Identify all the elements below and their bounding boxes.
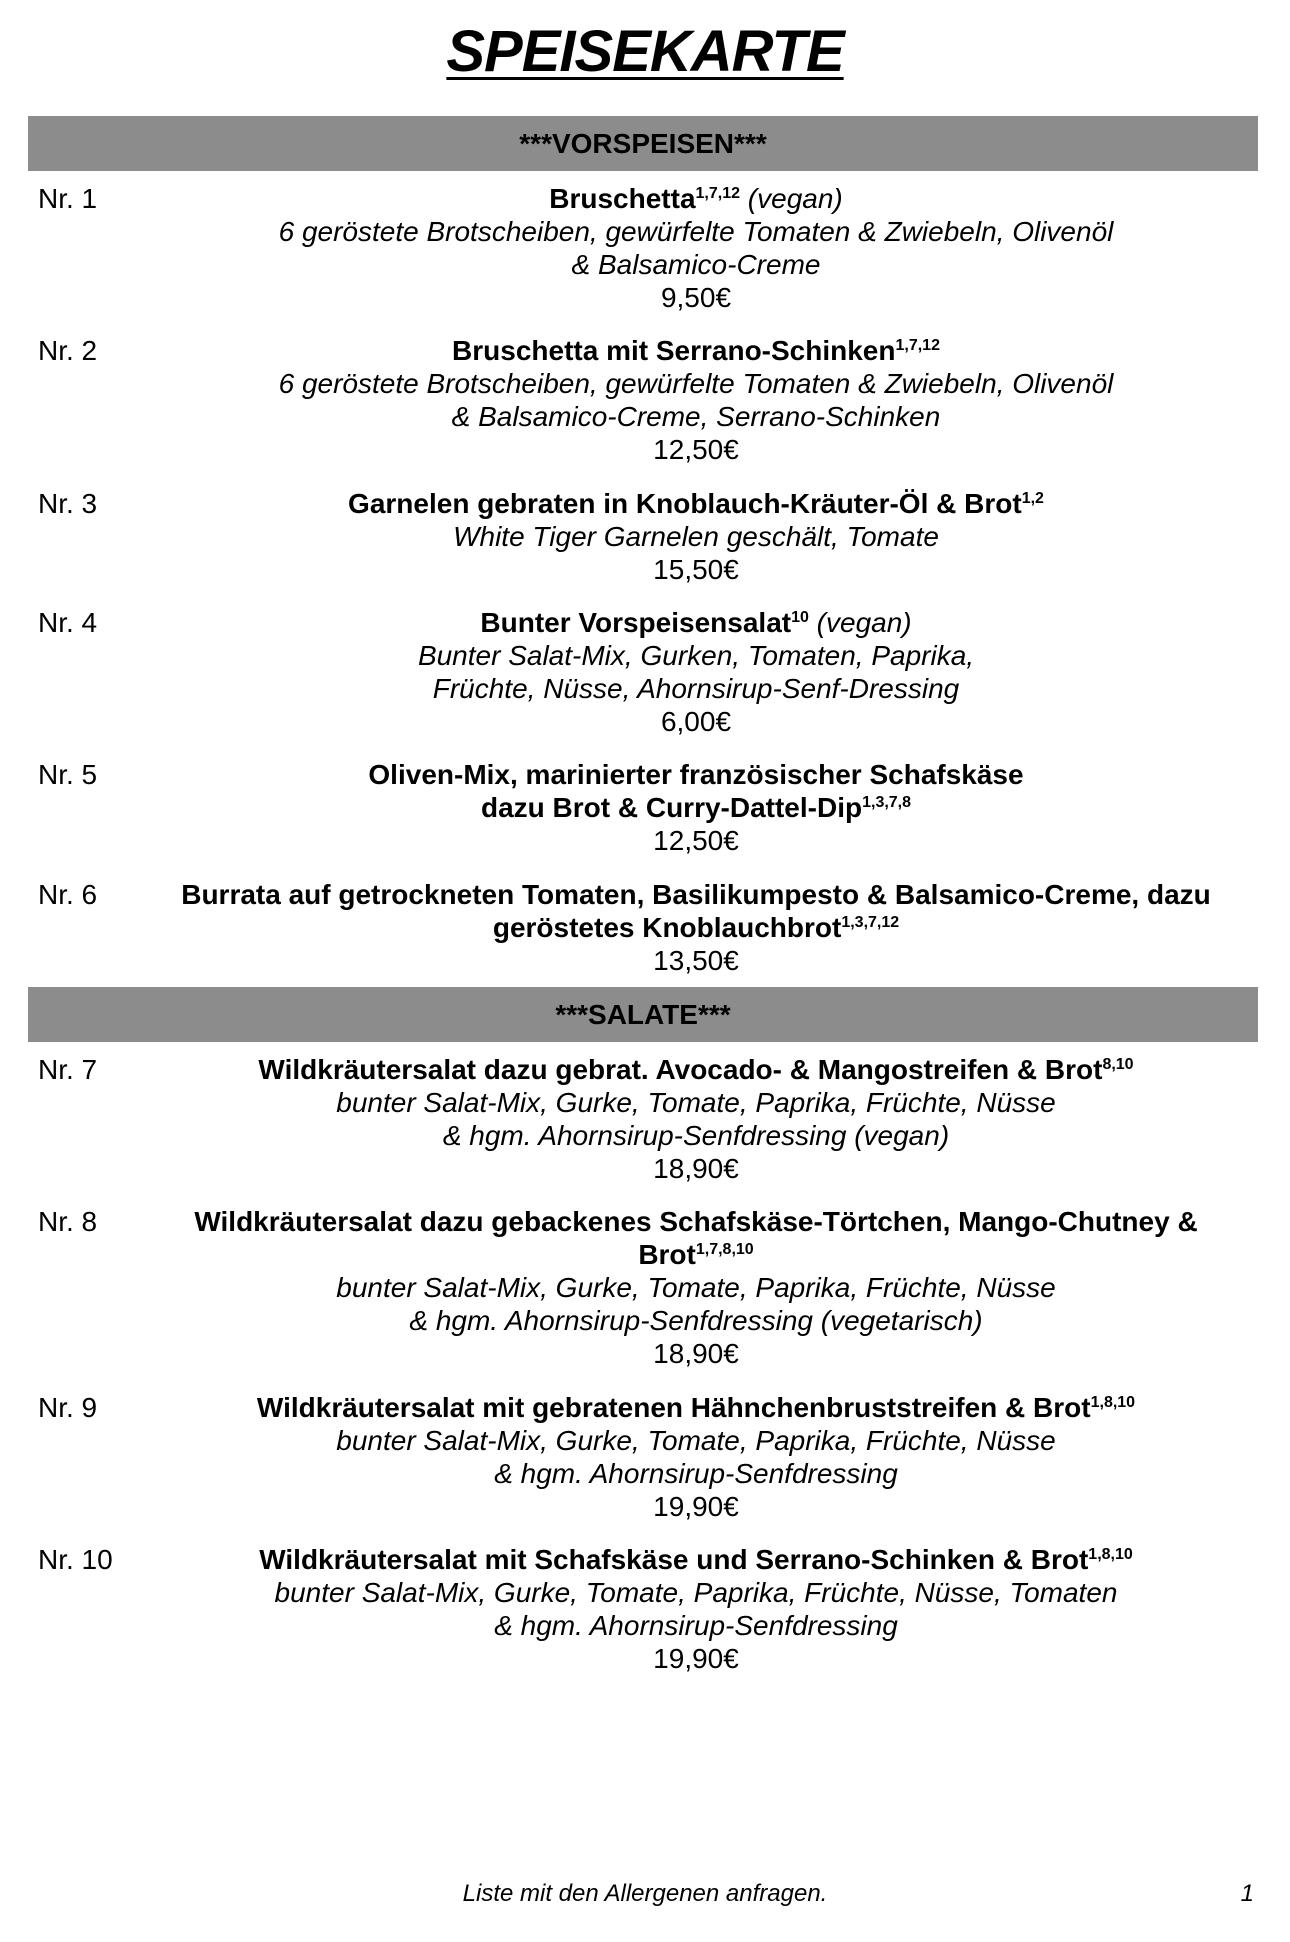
item-name: Wildkräutersalat dazu gebackenes Schafskäse-Törtchen, Mango-Chutney & xyxy=(194,1206,1198,1237)
item-price: 13,50€ xyxy=(653,945,739,976)
menu-item xyxy=(0,487,1290,586)
item-number: Nr. 7 xyxy=(38,1054,98,1085)
item-number: Nr. 10 xyxy=(38,1544,113,1575)
page-title: SPEISEKARTE xyxy=(446,19,844,84)
item-description: bunter Salat-Mix, Gurke, Tomate, Paprika, Früchte, Nüsse xyxy=(336,1087,1056,1118)
item-price: 15,50€ xyxy=(653,554,739,585)
diet-tag: (vegan) xyxy=(816,607,912,638)
allergen-codes: 1,8,10 xyxy=(1090,1394,1136,1411)
item-description: 6 geröstete Brotscheiben, gewürfelte Tomaten & Zwiebeln, Olivenöl xyxy=(278,216,1114,247)
item-number: Nr. 3 xyxy=(38,488,98,519)
section-header-vorspeisen: ***VORSPEISEN*** xyxy=(28,116,1258,171)
item-description: & hgm. Ahornsirup-Senfdressing xyxy=(494,1610,898,1641)
item-price: 6,00€ xyxy=(660,706,732,737)
allergen-codes: 8,10 xyxy=(1102,1056,1134,1073)
menu-item xyxy=(0,1205,1290,1370)
item-name: Bunter Vorspeisensalat$^{10}$ (vegan) xyxy=(480,607,912,638)
item-number: Nr. 6 xyxy=(38,879,98,910)
item-name: Bruschetta$^{1,7,12}$ (vegan) xyxy=(549,183,843,214)
item-price: 19,90€ xyxy=(653,1643,739,1674)
item-description: bunter Salat-Mix, Gurke, Tomate, Paprika, Früchte, Nüsse xyxy=(336,1425,1056,1456)
section-header-salate: ***SALATE*** xyxy=(28,987,1258,1042)
item-name: Wildkräutersalat mit gebratenen Hähnchenbruststreifen & Brot$^{1,8,10}$ xyxy=(256,1392,1136,1423)
item-description: & hgm. Ahornsirup-Senfdressing (vegetarisch) xyxy=(409,1305,983,1336)
item-price: 19,90€ xyxy=(653,1491,739,1522)
menu-item xyxy=(0,1053,1290,1185)
item-price: 12,50€ xyxy=(653,825,739,856)
item-name: Bruschetta mit Serrano-Schinken$^{1,7,12}$ xyxy=(452,335,940,366)
item-number: Nr. 8 xyxy=(38,1206,98,1237)
item-description: & Balsamico-Creme xyxy=(571,249,821,280)
allergen-codes: 1,7,12 xyxy=(895,337,940,354)
item-description: & hgm. Ahornsirup-Senfdressing xyxy=(494,1458,898,1489)
item-number: Nr. 1 xyxy=(38,183,98,214)
allergen-codes: 1,7,8,10 xyxy=(695,1241,754,1258)
item-description: 6 geröstete Brotscheiben, gewürfelte Tomaten & Zwiebeln, Olivenöl xyxy=(278,368,1114,399)
item-name: Burrata auf getrockneten Tomaten, Basilikumpesto & Balsamico-Creme, dazu xyxy=(181,879,1211,910)
item-name: Oliven-Mix, marinierter französischer Schafskäse xyxy=(368,759,1024,790)
item-number: Nr. 5 xyxy=(38,759,98,790)
item-description: White Tiger Garnelen geschält, Tomate xyxy=(453,521,939,552)
menu-item xyxy=(0,606,1290,738)
allergen-codes: 1,3,7,8 xyxy=(862,794,912,811)
page-number: 1 xyxy=(1240,1880,1254,1907)
item-name: geröstetes Knoblauchbrot$^{1,3,7,12}$ xyxy=(492,912,900,943)
allergen-codes: 1,7,12 xyxy=(695,185,741,202)
allergen-codes: 1,3,7,12 xyxy=(841,914,900,931)
diet-tag: (vegan) xyxy=(747,183,843,214)
menu-item xyxy=(0,182,1290,314)
item-number: Nr. 9 xyxy=(38,1392,98,1423)
allergen-codes: 10 xyxy=(791,609,809,626)
allergen-codes: 1,8,10 xyxy=(1088,1546,1133,1563)
menu-item xyxy=(0,1543,1290,1675)
item-description: & Balsamico-Creme, Serrano-Schinken xyxy=(451,401,941,432)
item-name: Garnelen gebraten in Knoblauch-Kräuter-Öl & Brot$^{1,2}$ xyxy=(348,488,1044,519)
item-number: Nr. 2 xyxy=(38,335,98,366)
item-description: bunter Salat-Mix, Gurke, Tomate, Paprika, Früchte, Nüsse xyxy=(336,1272,1056,1303)
item-description: & hgm. Ahornsirup-Senfdressing (vegan) xyxy=(442,1120,950,1151)
menu-item xyxy=(0,334,1290,466)
item-price: 12,50€ xyxy=(653,434,739,465)
item-name: Brot$^{1,7,8,10}$ xyxy=(638,1239,754,1270)
item-price: 9,50€ xyxy=(660,282,732,313)
menu-item xyxy=(0,878,1290,977)
footer-note: Liste mit den Allergenen anfragen. xyxy=(462,1880,828,1907)
item-price: 18,90€ xyxy=(653,1153,739,1184)
item-name: Wildkräutersalat dazu gebrat. Avocado- & Mangostreifen & Brot$^{8,10}$ xyxy=(258,1054,1134,1085)
allergen-codes: 1,2 xyxy=(1021,490,1044,507)
item-name: Wildkräutersalat mit Schafskäse und Serrano-Schinken & Brot$^{1,8,10}$ xyxy=(259,1544,1133,1575)
menu-item xyxy=(0,758,1290,857)
item-description: bunter Salat-Mix, Gurke, Tomate, Paprika, Früchte, Nüsse, Tomaten xyxy=(274,1577,1118,1608)
item-description: Bunter Salat-Mix, Gurken, Tomaten, Paprika, xyxy=(417,640,975,671)
item-name: dazu Brot & Curry-Dattel-Dip$^{1,3,7,8}$ xyxy=(480,792,912,823)
item-description: Früchte, Nüsse, Ahornsirup-Senf-Dressing xyxy=(432,673,960,704)
item-price: 18,90€ xyxy=(653,1338,739,1369)
menu-item xyxy=(0,1391,1290,1523)
item-number: Nr. 4 xyxy=(38,607,98,638)
